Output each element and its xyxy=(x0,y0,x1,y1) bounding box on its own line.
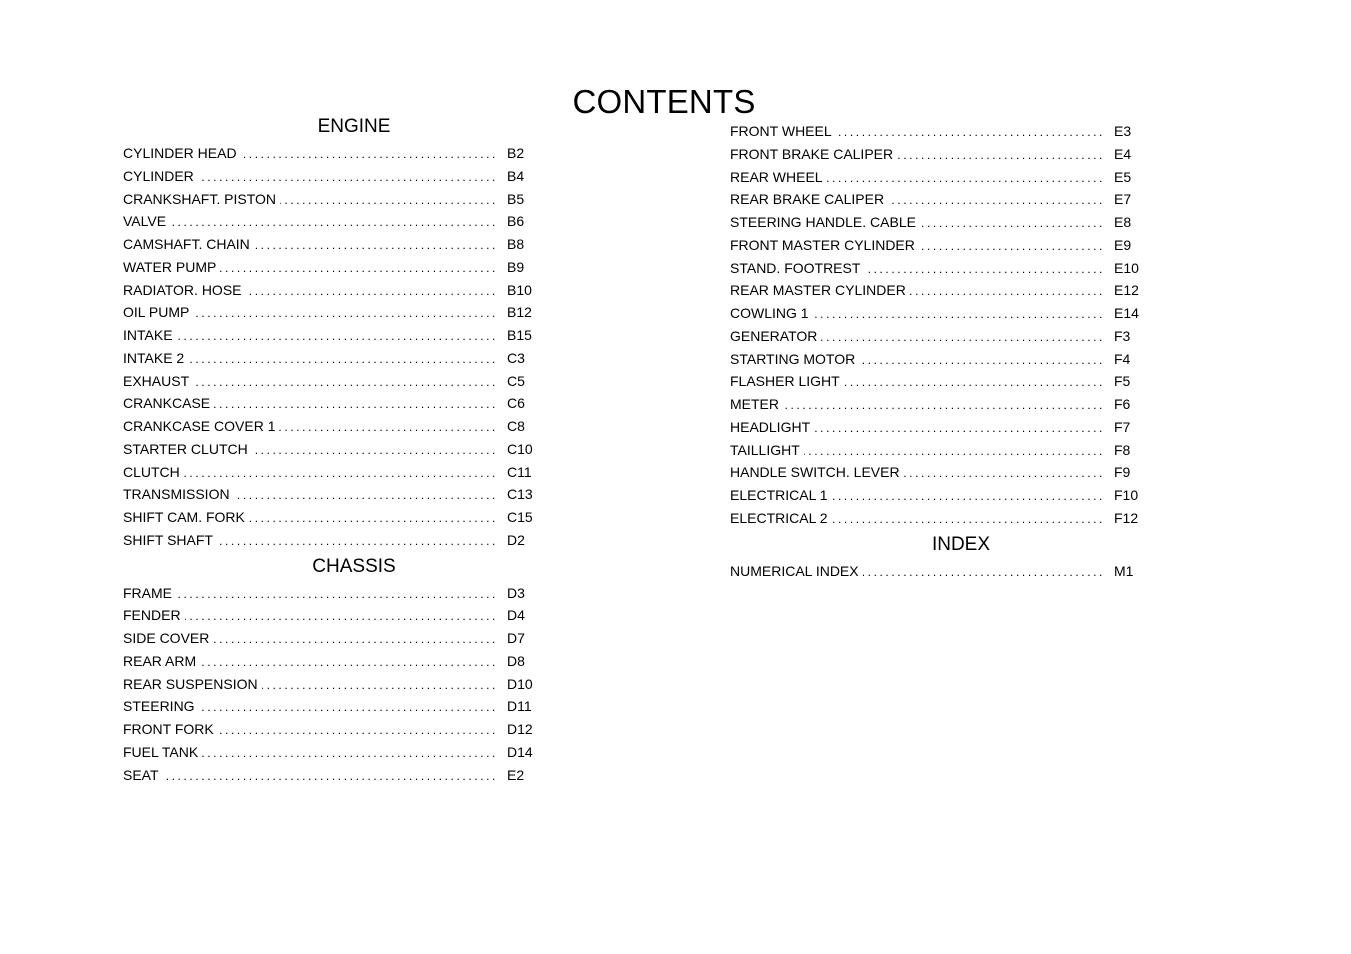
toc-entry-page: B4 xyxy=(507,167,525,184)
toc-entry-page: F9 xyxy=(1114,464,1131,481)
toc-entry[interactable] xyxy=(730,302,1150,325)
toc-entry-page: D12 xyxy=(507,721,533,737)
dot-leader xyxy=(184,462,500,485)
toc-entry-page: E7 xyxy=(1114,191,1132,208)
toc-entry[interactable] xyxy=(123,673,543,696)
toc-entry-label: FRONT FORK xyxy=(123,721,214,737)
toc-entry-label: CAMSHAFT. CHAIN xyxy=(123,236,250,252)
toc-entry-label: REAR SUSPENSION xyxy=(123,675,258,692)
toc-entry-page: F8 xyxy=(1114,441,1131,458)
toc-entry-label: CRANKCASE xyxy=(123,395,211,412)
toc-entry[interactable] xyxy=(123,764,543,787)
dot-leader xyxy=(910,280,1107,303)
toc-entry[interactable] xyxy=(123,741,543,764)
toc-entry-label: CRANKCASE COVER 1 xyxy=(123,418,276,434)
toc-entry-label: FENDER xyxy=(123,607,181,624)
toc-entry[interactable] xyxy=(123,188,543,211)
toc-entry[interactable] xyxy=(730,325,1150,348)
toc-entry-label: REAR MASTER CYLINDER xyxy=(730,282,906,299)
toc-entry-page: E2 xyxy=(507,766,525,783)
right-column xyxy=(730,120,1150,582)
left-column xyxy=(123,114,543,786)
toc-entry-label: SHIFT SHAFT xyxy=(123,531,213,548)
toc-entry-label: WATER PUMP xyxy=(123,258,217,275)
toc-entry-page: D2 xyxy=(507,531,525,548)
toc-entry-label: FRONT BRAKE CALIPER xyxy=(730,145,894,162)
toc-entry-page: B8 xyxy=(507,236,525,252)
dot-leader xyxy=(813,303,1107,326)
toc-entry-page: B2 xyxy=(507,145,525,161)
toc-entry-label: STEERING xyxy=(123,698,195,715)
toc-entry[interactable] xyxy=(123,604,543,627)
toc-entry-label: EXHAUST xyxy=(123,372,190,389)
toc-entry[interactable] xyxy=(730,188,1150,211)
toc-entry[interactable] xyxy=(730,120,1150,143)
toc-entry[interactable] xyxy=(123,582,543,605)
dot-leader xyxy=(804,440,1107,463)
toc-entry[interactable] xyxy=(123,256,543,279)
toc-entry-label: INTAKE xyxy=(123,327,173,343)
toc-entry-page: D11 xyxy=(507,698,532,715)
toc-entry[interactable] xyxy=(730,234,1150,257)
toc-entry-page: D10 xyxy=(507,675,533,692)
toc-entry-label: TRANSMISSION xyxy=(123,486,230,503)
toc-entry[interactable] xyxy=(123,650,543,673)
dot-leader xyxy=(249,507,500,530)
toc-entry-label: CYLINDER HEAD xyxy=(123,145,237,161)
toc-entry-label: SIDE COVER xyxy=(123,630,210,646)
toc-entry-page: B15 xyxy=(507,327,532,343)
chassis-list xyxy=(123,582,543,787)
dot-leader xyxy=(246,280,500,303)
toc-entry-label: VALVE xyxy=(123,213,167,230)
toc-entry-page: D7 xyxy=(507,630,525,646)
toc-entry[interactable] xyxy=(123,415,543,438)
toc-entry[interactable] xyxy=(123,627,543,650)
toc-entry-page: B10 xyxy=(507,281,532,298)
dot-leader xyxy=(185,605,500,628)
toc-entry-page: F6 xyxy=(1114,396,1131,412)
toc-entry[interactable] xyxy=(730,416,1150,439)
toc-entry-label: FRONT MASTER CYLINDER xyxy=(730,236,915,253)
toc-entry-page: B9 xyxy=(507,258,525,275)
toc-entry[interactable] xyxy=(123,506,543,529)
toc-entry-label: CYLINDER xyxy=(123,167,194,184)
dot-leader xyxy=(254,234,500,257)
toc-entry-label: FRAME xyxy=(123,584,172,601)
toc-entry-page: E14 xyxy=(1114,305,1139,321)
toc-entry[interactable] xyxy=(730,484,1150,507)
toc-entry-page: C6 xyxy=(507,395,525,412)
toc-entry[interactable] xyxy=(123,142,543,165)
toc-entry-page: F10 xyxy=(1114,487,1139,503)
dot-leader xyxy=(193,302,500,325)
dot-leader xyxy=(193,371,500,394)
toc-entry-page: E12 xyxy=(1114,282,1139,299)
toc-entry-page: E3 xyxy=(1114,123,1132,139)
dot-leader xyxy=(897,144,1107,167)
dot-leader xyxy=(919,235,1107,258)
dot-leader xyxy=(199,696,500,719)
toc-entry-label: STAND. FOOTREST xyxy=(730,259,861,276)
dot-leader xyxy=(844,371,1107,394)
toc-entry-page: E9 xyxy=(1114,236,1132,253)
toc-entry-label: FUEL TANK xyxy=(123,743,199,760)
toc-entry-label: OIL PUMP xyxy=(123,304,190,321)
toc-entry[interactable] xyxy=(123,695,543,718)
toc-entry-page: C3 xyxy=(507,349,525,366)
dot-leader xyxy=(783,394,1107,417)
toc-entry[interactable] xyxy=(123,347,543,370)
dot-leader xyxy=(836,121,1107,144)
dot-leader xyxy=(252,439,500,462)
toc-entry-page: C8 xyxy=(507,418,525,434)
toc-entry-label: METER xyxy=(730,396,779,412)
dot-leader xyxy=(859,349,1107,372)
toc-entry[interactable] xyxy=(730,279,1150,302)
toc-entry[interactable] xyxy=(123,165,543,188)
toc-entry-label: INTAKE 2 xyxy=(123,349,185,366)
toc-entry-label: CLUTCH xyxy=(123,463,180,480)
section-heading-index: INDEX xyxy=(931,533,991,555)
dot-leader xyxy=(170,211,500,234)
dot-leader xyxy=(279,416,500,439)
toc-entry[interactable] xyxy=(123,718,543,741)
toc-entry-page: D3 xyxy=(507,584,525,601)
toc-entry-label: FLASHER LIGHT xyxy=(730,373,840,390)
toc-entry-page: B5 xyxy=(507,190,525,207)
toc-entry-label: SEAT xyxy=(123,766,159,783)
toc-entry-page: E5 xyxy=(1114,168,1132,185)
toc-entry[interactable] xyxy=(730,257,1150,280)
toc-entry[interactable] xyxy=(730,439,1150,462)
toc-entry[interactable] xyxy=(730,393,1150,416)
toc-entry[interactable] xyxy=(730,461,1150,484)
toc-entry[interactable] xyxy=(730,166,1150,189)
toc-entry[interactable] xyxy=(123,461,543,484)
toc-entry[interactable] xyxy=(123,392,543,415)
toc-entry-label: GENERATOR xyxy=(730,327,818,344)
toc-entry-page: C13 xyxy=(507,486,533,503)
toc-entry[interactable] xyxy=(123,279,543,302)
dot-leader xyxy=(218,719,500,742)
toc-entry-label: NUMERICAL INDEX xyxy=(730,562,859,579)
toc-entry-label: HANDLE SWITCH. LEVER xyxy=(730,464,900,481)
dot-leader xyxy=(280,189,500,212)
dot-leader xyxy=(920,212,1107,235)
toc-entry-label: STARTER CLUTCH xyxy=(123,440,248,457)
toc-entry-page: E4 xyxy=(1114,145,1132,162)
toc-entry[interactable] xyxy=(730,348,1150,371)
toc-entry-page: F5 xyxy=(1114,373,1131,390)
index-list xyxy=(730,560,1150,583)
toc-entry[interactable] xyxy=(123,370,543,393)
dot-leader xyxy=(262,674,500,697)
dot-leader xyxy=(827,167,1107,190)
toc-entry-page: D8 xyxy=(507,652,525,669)
dot-leader xyxy=(163,765,500,788)
dot-leader xyxy=(888,189,1107,212)
section-heading-engine: ENGINE xyxy=(317,116,391,137)
toc-entry[interactable] xyxy=(730,560,1150,583)
toc-entry-label: REAR ARM xyxy=(123,652,197,669)
continued-list xyxy=(730,120,1150,530)
dot-leader xyxy=(176,583,500,606)
dot-leader xyxy=(213,628,500,651)
dot-leader xyxy=(200,651,500,674)
toc-entry-label: ELECTRICAL 1 xyxy=(730,487,828,503)
toc-entry-label: SHIFT CAM. FORK xyxy=(123,509,245,525)
toc-entry[interactable] xyxy=(123,233,543,256)
dot-leader xyxy=(863,561,1107,584)
dot-leader xyxy=(217,530,500,553)
toc-entry-page: F7 xyxy=(1114,418,1131,435)
toc-entry-label: REAR WHEEL xyxy=(730,168,823,185)
toc-entry-page: E8 xyxy=(1114,214,1132,230)
toc-entry-label: ELECTRICAL 2 xyxy=(730,509,828,526)
section-heading-chassis: CHASSIS xyxy=(312,555,396,577)
page-title: CONTENTS xyxy=(572,83,756,121)
dot-leader xyxy=(832,508,1107,531)
toc-entry-label: STEERING HANDLE. CABLE xyxy=(730,214,916,230)
dot-leader xyxy=(821,326,1107,349)
dot-leader xyxy=(832,485,1107,508)
toc-entry-page: F4 xyxy=(1114,350,1131,367)
toc-entry-label: RADIATOR. HOSE xyxy=(123,281,242,298)
dot-leader xyxy=(904,462,1107,485)
dot-leader xyxy=(234,484,500,507)
dot-leader xyxy=(241,143,500,166)
toc-entry[interactable] xyxy=(730,143,1150,166)
toc-entry-page: D14 xyxy=(507,743,533,760)
toc-entry-label: STARTING MOTOR xyxy=(730,350,856,367)
engine-list xyxy=(123,142,543,552)
toc-entry-page: C5 xyxy=(507,372,525,389)
toc-entry-label: TAILLIGHT xyxy=(730,441,800,458)
toc-entry-page: C10 xyxy=(507,440,533,457)
dot-leader xyxy=(864,258,1107,281)
toc-entry-label: FRONT WHEEL xyxy=(730,123,832,139)
dot-leader xyxy=(202,742,500,765)
dot-leader xyxy=(177,325,500,348)
dot-leader xyxy=(198,166,500,189)
toc-entry-page: F3 xyxy=(1114,327,1131,344)
toc-entry-page: E10 xyxy=(1114,259,1139,276)
toc-entry[interactable] xyxy=(730,507,1150,530)
toc-entry-label: COWLING 1 xyxy=(730,305,809,321)
toc-entry-page: C11 xyxy=(507,463,532,480)
dot-leader xyxy=(220,257,500,280)
toc-entry-page: B12 xyxy=(507,304,532,321)
toc-entry-page: C15 xyxy=(507,509,533,525)
toc-entry[interactable] xyxy=(123,301,543,324)
toc-entry-page: F12 xyxy=(1114,509,1139,526)
toc-entry[interactable] xyxy=(123,324,543,347)
toc-entry[interactable] xyxy=(123,210,543,233)
toc-entry-page: B6 xyxy=(507,213,525,230)
toc-entry[interactable] xyxy=(730,370,1150,393)
toc-entry[interactable] xyxy=(123,438,543,461)
dot-leader xyxy=(214,393,500,416)
toc-entry[interactable] xyxy=(123,529,543,552)
toc-entry-page: M1 xyxy=(1114,562,1134,579)
toc-entry[interactable] xyxy=(123,483,543,506)
dot-leader xyxy=(188,348,500,371)
toc-entry[interactable] xyxy=(730,211,1150,234)
toc-entry-label: HEADLIGHT xyxy=(730,418,811,435)
toc-entry-page: D4 xyxy=(507,607,525,624)
toc-entry-label: CRANKSHAFT. PISTON xyxy=(123,190,276,207)
toc-entry-label: REAR BRAKE CALIPER xyxy=(730,191,885,208)
dot-leader xyxy=(814,417,1107,440)
